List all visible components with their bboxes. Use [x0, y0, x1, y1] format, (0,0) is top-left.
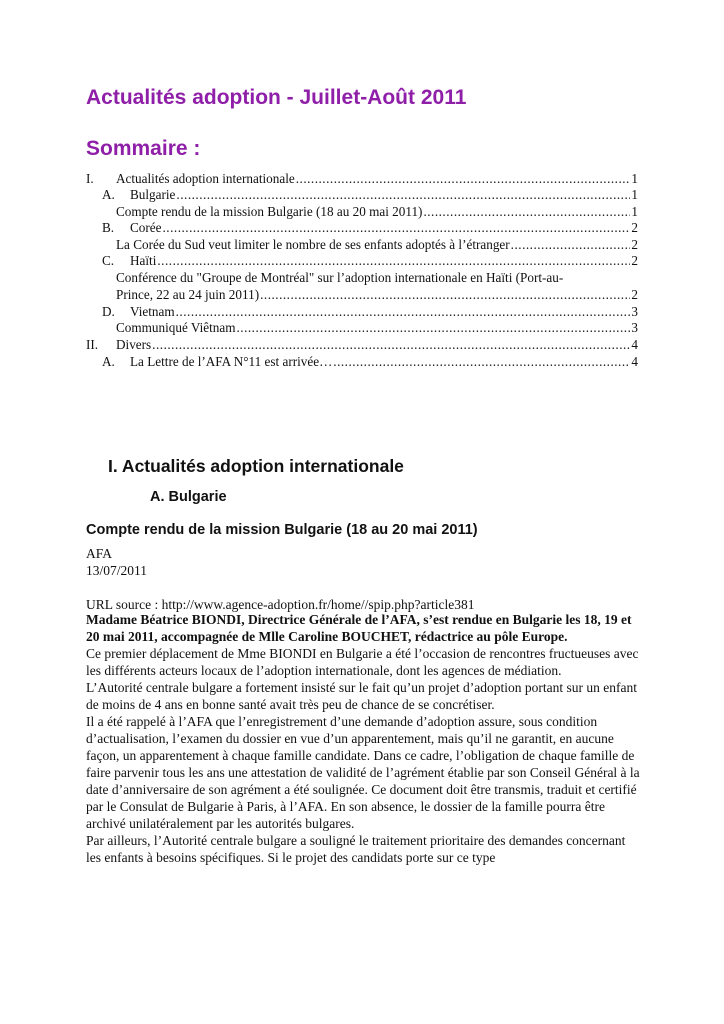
article-lead: Madame Béatrice BIONDI, Directrice Générale de l’AFA, s’est rendue en Bulgarie les 18, 19 et 20 mai 2011, accompagnée de Mlle Caroline BOUCHET, rédactrice au pôle Europe. — [86, 612, 632, 644]
toc-page: 1 — [631, 171, 638, 186]
toc-leader — [236, 320, 630, 336]
section-heading: I. Actualités adoption internationale — [108, 456, 404, 476]
article-source: AFA — [86, 546, 113, 561]
toc-entry[interactable] — [102, 187, 638, 203]
toc-number: D. — [102, 304, 115, 319]
toc-entry[interactable] — [116, 320, 638, 336]
toc-text: Prince, 22 au 24 juin 2011) — [116, 287, 260, 302]
toc-page: 3 — [631, 320, 638, 335]
article-title: Compte rendu de la mission Bulgarie (18 au 20 mai 2011) — [86, 522, 478, 538]
toc-number: I. — [86, 171, 94, 186]
toc-number: A. — [102, 187, 115, 202]
article-url[interactable]: URL source : http://www.agence-adoption.fr/home//spip.php?article381 — [86, 597, 475, 612]
toc-text: Corée — [130, 220, 162, 235]
toc-entry[interactable] — [102, 354, 638, 370]
toc-page: 4 — [631, 337, 638, 352]
article-paragraph: Ce premier déplacement de Mme BIONDI en Bulgarie a été l’occasion de rencontres fructueuses avec les différents acteurs locaux de l’adoption internationale, dont les agences de médiation. — [86, 646, 639, 678]
subsection-heading: A. Bulgarie — [150, 489, 227, 505]
toc-text: La Corée du Sud veut limiter le nombre de ses enfants adoptés à l’étranger — [116, 237, 510, 252]
toc-entry-wrapped-line[interactable]: Conférence du "Groupe de Montréal" sur l’adoption internationale en Haïti (Port-au- — [116, 270, 564, 285]
toc-leader — [163, 220, 631, 236]
toc-leader — [157, 253, 630, 269]
article-date: 13/07/2011 — [86, 563, 148, 578]
toc-entry[interactable] — [116, 287, 638, 303]
toc-text: La Lettre de l’AFA N°11 est arrivée… — [130, 354, 333, 369]
toc-leader — [152, 337, 630, 353]
toc-entry[interactable] — [102, 220, 638, 236]
toc-text: Compte rendu de la mission Bulgarie (18 au 20 mai 2011) — [116, 204, 423, 219]
toc-leader — [511, 237, 631, 253]
toc-page: 2 — [631, 237, 638, 252]
toc-entry[interactable] — [102, 304, 638, 320]
toc-text: Bulgarie — [130, 187, 176, 202]
toc-leader — [423, 204, 630, 220]
toc-leader — [260, 287, 630, 303]
toc-page: 2 — [631, 253, 638, 268]
article-body — [86, 611, 641, 866]
article-paragraph: Il a été rappelé à l’AFA que l’enregistrement d’une demande d’adoption assure, sous condition d’actualisation, l’examen du dossier en vue d’un apparentement, mais qu’il ne garantit, en aucune façon, un apparentement à chaque famille candidate. Dans ce cadre, l’obligation de chaque famille de faire parvenir tous les ans une attestation de validité de l’agrément établie par son Conseil Général à la date d’anniversaire de son agrément a été soulignée. Ce document doit être transmis, traduit et certifié par le Consulat de Bulgarie à Paris, à l’AFA. En son absence, le dossier de la famille pourra être archivé unilatéralement par les autorités bulgares. — [86, 714, 640, 831]
toc-page: 1 — [631, 187, 638, 202]
toc-text: Communiqué Viêtnam — [116, 320, 236, 335]
toc-entry[interactable] — [86, 337, 638, 353]
toc-number: A. — [102, 354, 115, 369]
toc-text: Divers — [116, 337, 152, 352]
toc-page: 1 — [631, 204, 638, 219]
toc-entry[interactable] — [116, 237, 638, 253]
article-paragraph: L’Autorité centrale bulgare a fortement insisté sur le fait qu’un projet d’adoption portant sur un enfant de moins de 4 ans en bonne santé avait très peu de chance de se concrétiser. — [86, 680, 637, 712]
article-paragraph: Par ailleurs, l’Autorité centrale bulgare a souligné le traitement prioritaire des demandes concernant les enfants à besoins spécifiques. Si le projet des candidats porte sur ce type — [86, 833, 626, 865]
toc-leader — [176, 304, 631, 320]
toc-leader — [333, 354, 630, 370]
toc-page: 4 — [631, 354, 638, 369]
sommaire-heading: Sommaire : — [86, 137, 201, 160]
toc-number: II. — [86, 337, 99, 352]
toc-page: 2 — [631, 287, 638, 302]
toc-entry[interactable] — [116, 204, 638, 220]
toc-number: B. — [102, 220, 115, 235]
toc-text: Haïti — [130, 253, 157, 268]
toc-leader — [296, 171, 631, 187]
toc-entry[interactable] — [102, 253, 638, 269]
toc-text: Vietnam — [130, 304, 175, 319]
toc-entry[interactable] — [86, 171, 638, 187]
toc-text: Actualités adoption internationale — [116, 171, 295, 186]
toc-number: C. — [102, 253, 115, 268]
toc-page: 3 — [631, 304, 638, 319]
document-title: Actualités adoption - Juillet-Août 2011 — [86, 86, 467, 109]
toc-leader — [176, 187, 630, 203]
toc-page: 2 — [631, 220, 638, 235]
